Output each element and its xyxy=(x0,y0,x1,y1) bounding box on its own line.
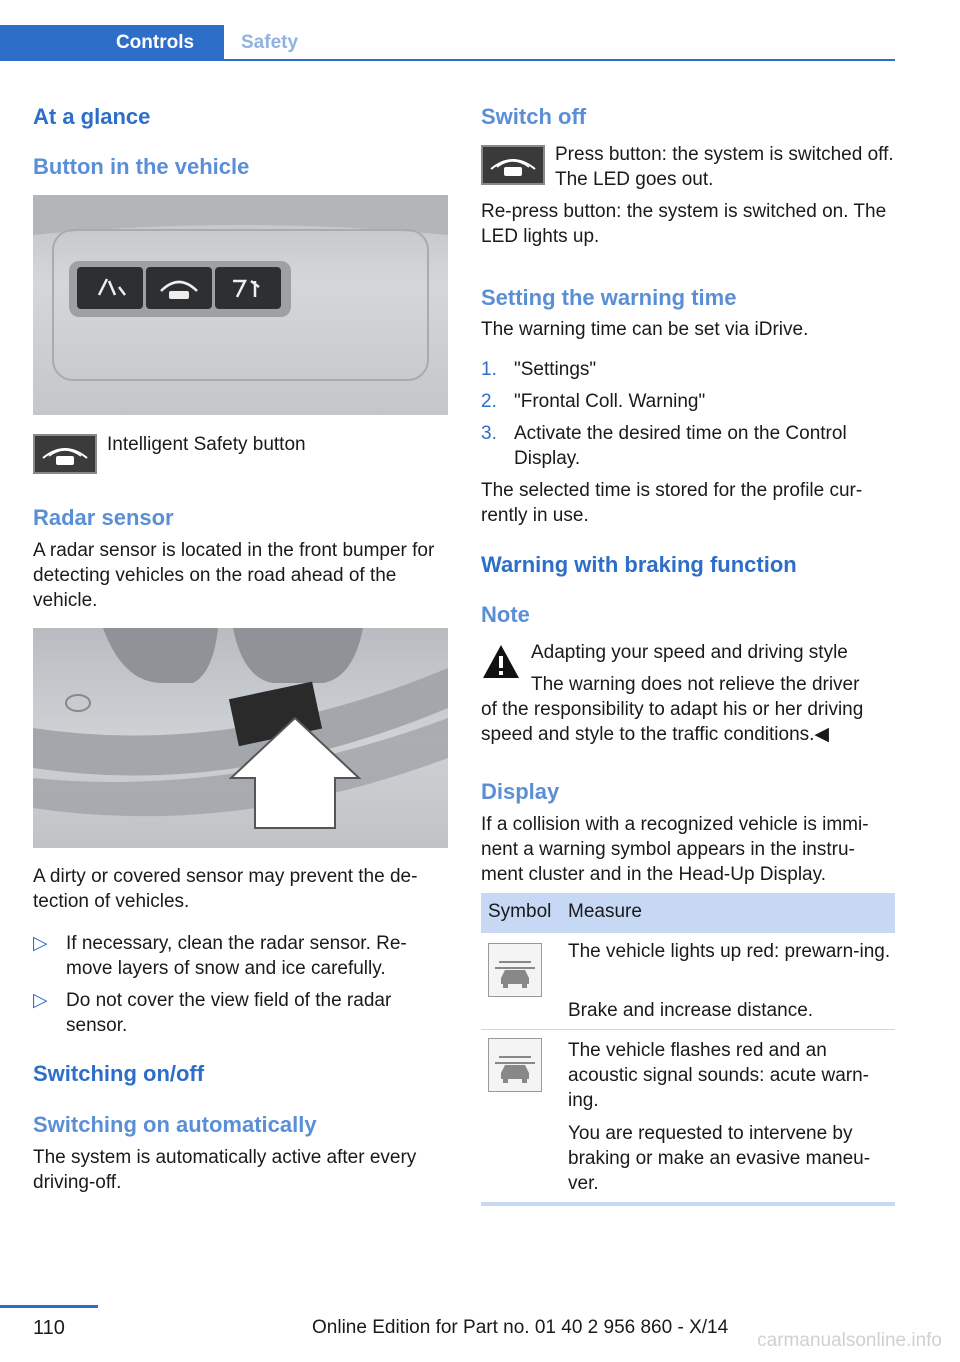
button-panel-photo xyxy=(33,195,448,415)
selected-time-text: The selected time is stored for the profile cur‐rently in use. xyxy=(481,480,863,526)
heading-at-a-glance: At a glance xyxy=(33,104,151,129)
bullet-text: Do not cover the view field of the radar sensor. xyxy=(66,990,392,1036)
warning-time-text: The warning time can be set via iDrive. xyxy=(481,319,809,340)
triangle-bullet-icon: ▷ xyxy=(33,990,48,1011)
row2-action: You are requested to intervene by braking or make an evasive maneu‐ver. xyxy=(568,1123,871,1194)
note-line: The warning does not relieve the driver xyxy=(531,674,860,695)
car-symbol-icon xyxy=(488,1038,542,1092)
list-item xyxy=(481,389,895,414)
page-number: 110 xyxy=(33,1317,65,1339)
button-panel-illustration xyxy=(33,195,448,415)
radar-tips-list xyxy=(33,931,448,1038)
footer-rule xyxy=(0,1305,98,1308)
repress-text: Re-press button: the system is switched on. The LED lights up. xyxy=(481,201,887,247)
car-symbol-icon xyxy=(488,943,542,997)
heading-radar-sensor: Radar sensor xyxy=(33,505,174,530)
header-rule xyxy=(0,59,895,61)
row2-measure: The vehicle flashes red and an acoustic signal sounds: acute warn‐ing. xyxy=(568,1040,869,1111)
radar-sensor-photo xyxy=(33,628,448,848)
watermark: carmanualsonline.info xyxy=(757,1330,942,1351)
step-text: "Frontal Coll. Warning" xyxy=(514,391,706,412)
dirty-sensor-text: A dirty or covered sensor may prevent the de‐tection of vehicles. xyxy=(33,866,418,912)
settings-steps-list xyxy=(481,357,895,471)
row-divider xyxy=(481,1029,895,1030)
heading-switching-on-off: Switching on/off xyxy=(33,1061,205,1086)
row1-action: Brake and increase distance. xyxy=(568,1000,814,1021)
heading-note: Note xyxy=(481,602,530,627)
car-warning-icon xyxy=(35,436,95,472)
heading-switching-on-automatically: Switching on automatically xyxy=(33,1112,317,1137)
triangle-bullet-icon: ▷ xyxy=(33,933,48,954)
intelligent-safety-icon xyxy=(33,434,97,474)
radar-sensor-text: A radar sensor is located in the front bumper for detecting vehicles on the road ahead of the vehicle. xyxy=(33,540,435,611)
switch-off-button-icon xyxy=(481,145,545,185)
auto-active-text: The system is automatically active after every driving-off. xyxy=(33,1147,417,1193)
tab-safety[interactable]: Safety xyxy=(241,32,299,53)
note-title: Adapting your speed and driving style xyxy=(531,642,848,663)
button-caption: Intelligent Safety button xyxy=(107,434,306,455)
bullet-text: If necessary, clean the radar sensor. Re‐move layers of snow and ice carefully. xyxy=(66,933,407,979)
switch-off-text: Press button: the system is switched off. The LED goes out. xyxy=(555,144,894,190)
col-header-symbol: Symbol xyxy=(488,901,552,922)
warning-triangle-icon xyxy=(481,642,521,682)
heading-display: Display xyxy=(481,779,560,804)
symbol-measure-table xyxy=(481,893,895,1208)
list-item xyxy=(481,357,895,382)
display-text: If a collision with a recognized vehicle is immi‐nent a warning symbol appears in the instru‐ment cluster and in the Head-Up Display. xyxy=(481,814,869,885)
heading-switch-off: Switch off xyxy=(481,104,587,129)
table-bottom-rule xyxy=(481,1202,895,1206)
col-header-measure: Measure xyxy=(568,901,642,922)
bumper-illustration xyxy=(33,628,448,848)
heading-button-in-vehicle: Button in the vehicle xyxy=(33,154,250,179)
edition-text: Online Edition for Part no. 01 40 2 956 860 - X/14 xyxy=(312,1317,729,1338)
step-text: "Settings" xyxy=(514,359,597,380)
heading-setting-warning-time: Setting the warning time xyxy=(481,285,737,310)
step-number: 1. xyxy=(481,359,497,380)
note-text: of the responsibility to adapt his or her driving speed and style to the traffic conditions.◀ xyxy=(481,699,864,745)
step-text: Activate the desired time on the Control Display. xyxy=(514,423,847,469)
row1-measure: The vehicle lights up red: prewarn‐ing. xyxy=(568,941,891,962)
tab-controls[interactable]: Controls xyxy=(0,25,224,61)
list-item xyxy=(481,421,895,471)
list-item xyxy=(33,988,448,1038)
step-number: 3. xyxy=(481,423,497,444)
step-number: 2. xyxy=(481,391,497,412)
chapter-header xyxy=(0,25,895,61)
car-warning-icon xyxy=(483,147,543,183)
list-item xyxy=(33,931,448,981)
heading-warning-braking: Warning with braking function xyxy=(481,552,797,577)
